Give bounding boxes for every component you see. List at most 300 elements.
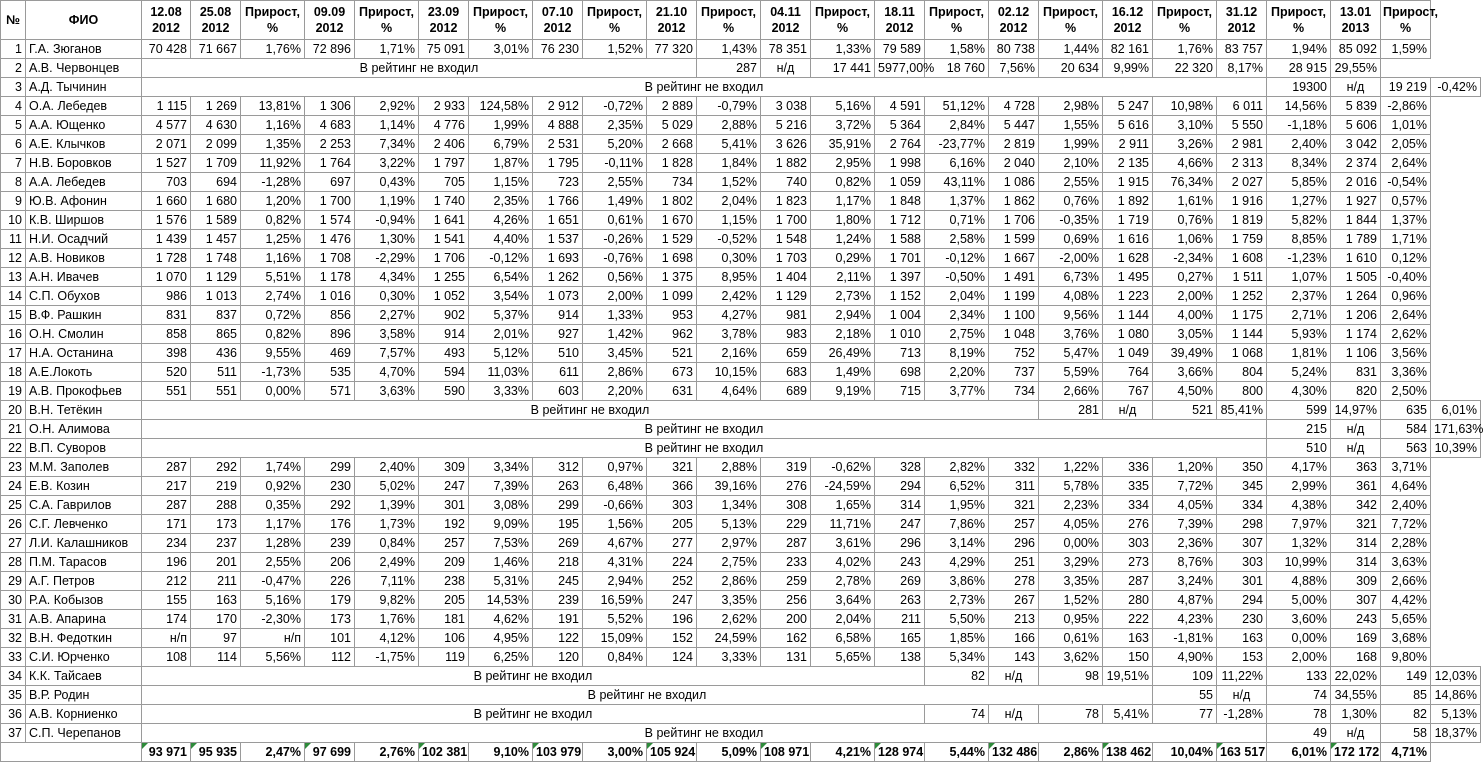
data-cell[interactable]: 1 670 <box>647 211 697 230</box>
data-cell[interactable]: 2,94% <box>811 306 875 325</box>
data-cell[interactable]: 962 <box>647 325 697 344</box>
data-cell[interactable]: 298 <box>1217 515 1267 534</box>
data-cell[interactable]: 218 <box>533 553 583 572</box>
data-cell[interactable]: 2 040 <box>989 154 1039 173</box>
data-cell[interactable]: 276 <box>1103 515 1153 534</box>
data-cell[interactable]: 287 <box>142 458 191 477</box>
data-cell[interactable]: 277 <box>647 534 697 553</box>
data-cell[interactable]: 114 <box>191 648 241 667</box>
data-cell[interactable]: 287 <box>1103 572 1153 591</box>
data-cell[interactable]: 734 <box>989 382 1039 401</box>
data-cell[interactable]: 8,76% <box>1153 553 1217 572</box>
data-cell[interactable]: 75 091 <box>419 40 469 59</box>
data-cell[interactable]: 4,64% <box>1381 477 1431 496</box>
data-cell[interactable]: 3,14% <box>925 534 989 553</box>
data-cell[interactable]: 1 700 <box>305 192 355 211</box>
data-cell[interactable]: 1,81% <box>1267 344 1331 363</box>
data-cell[interactable]: 350 <box>1217 458 1267 477</box>
data-cell[interactable]: 5 029 <box>647 116 697 135</box>
data-cell[interactable]: 1,80% <box>811 211 875 230</box>
data-cell[interactable]: 2,55% <box>583 173 647 192</box>
data-cell[interactable]: 109 <box>1153 667 1217 686</box>
data-cell[interactable]: 752 <box>989 344 1039 363</box>
data-cell[interactable]: 1 537 <box>533 230 583 249</box>
row-number-cell[interactable]: 16 <box>1 325 26 344</box>
name-cell[interactable]: Н.И. Осадчий <box>26 230 142 249</box>
row-number-cell[interactable]: 9 <box>1 192 26 211</box>
data-cell[interactable]: 19,51% <box>1103 667 1153 686</box>
data-cell[interactable]: 312 <box>533 458 583 477</box>
data-cell[interactable]: 1 152 <box>875 287 925 306</box>
data-cell[interactable]: 520 <box>142 363 191 382</box>
data-cell[interactable]: 363 <box>1331 458 1381 477</box>
data-cell[interactable]: 1,42% <box>583 325 647 344</box>
data-cell[interactable]: 3,35% <box>1039 572 1103 591</box>
data-cell[interactable]: 1 199 <box>989 287 1039 306</box>
data-cell[interactable]: 200 <box>761 610 811 629</box>
data-cell[interactable]: 366 <box>647 477 697 496</box>
data-cell[interactable]: 70 428 <box>142 40 191 59</box>
name-cell[interactable]: С.П. Черепанов <box>26 724 142 743</box>
data-cell[interactable]: 1 059 <box>875 173 925 192</box>
data-cell[interactable]: 22 320 <box>1153 59 1217 78</box>
total-cell[interactable]: 103 979 <box>533 743 583 762</box>
data-cell[interactable]: 1,27% <box>1267 192 1331 211</box>
row-number-cell[interactable]: 31 <box>1 610 26 629</box>
data-cell[interactable]: -0,40% <box>1381 268 1431 287</box>
data-cell[interactable]: 1 927 <box>1331 192 1381 211</box>
data-cell[interactable]: н/п <box>241 629 305 648</box>
data-cell[interactable]: 98 <box>1039 667 1103 686</box>
data-cell[interactable]: н/д <box>1103 401 1153 420</box>
data-cell[interactable]: 2,40% <box>355 458 419 477</box>
data-cell[interactable]: -1,81% <box>1153 629 1217 648</box>
data-cell[interactable]: 166 <box>989 629 1039 648</box>
name-cell[interactable]: С.И. Юрченко <box>26 648 142 667</box>
data-cell[interactable]: 1 709 <box>191 154 241 173</box>
data-cell[interactable]: 3 038 <box>761 97 811 116</box>
data-cell[interactable]: 1 052 <box>419 287 469 306</box>
row-number-cell[interactable]: 32 <box>1 629 26 648</box>
data-cell[interactable]: 4,08% <box>1039 287 1103 306</box>
data-cell[interactable]: 176 <box>305 515 355 534</box>
data-cell[interactable]: 10,99% <box>1267 553 1331 572</box>
data-cell[interactable]: 4 591 <box>875 97 925 116</box>
data-cell[interactable]: 49 <box>1267 724 1331 743</box>
data-cell[interactable]: 535 <box>305 363 355 382</box>
data-cell[interactable]: 4,66% <box>1153 154 1217 173</box>
data-cell[interactable]: 2 071 <box>142 135 191 154</box>
data-cell[interactable]: 149 <box>1381 667 1431 686</box>
data-cell[interactable]: 138 <box>875 648 925 667</box>
data-cell[interactable]: 1,34% <box>697 496 761 515</box>
data-cell[interactable]: 1 599 <box>989 230 1039 249</box>
data-cell[interactable]: 2,01% <box>469 325 533 344</box>
data-cell[interactable]: 1 660 <box>142 192 191 211</box>
data-cell[interactable]: 4,02% <box>811 553 875 572</box>
header-number[interactable] <box>1 1 26 40</box>
header-cell[interactable] <box>533 1 583 40</box>
data-cell[interactable]: 24,59% <box>697 629 761 648</box>
data-cell[interactable]: 173 <box>191 515 241 534</box>
data-cell[interactable]: 1 548 <box>761 230 811 249</box>
data-cell[interactable]: 17 441 <box>811 59 875 78</box>
data-cell[interactable]: 1,61% <box>1153 192 1217 211</box>
data-cell[interactable]: 11,92% <box>241 154 305 173</box>
data-cell[interactable]: 4,05% <box>1153 496 1217 515</box>
data-cell[interactable]: 1 828 <box>647 154 697 173</box>
data-cell[interactable]: 230 <box>1217 610 1267 629</box>
data-cell[interactable]: 238 <box>419 572 469 591</box>
data-cell[interactable]: -0,52% <box>697 230 761 249</box>
data-cell[interactable]: 2,35% <box>583 116 647 135</box>
data-cell[interactable]: 0,84% <box>355 534 419 553</box>
data-cell[interactable]: 1 862 <box>989 192 1039 211</box>
total-cell[interactable]: 163 517 <box>1217 743 1267 762</box>
row-number-cell[interactable]: 27 <box>1 534 26 553</box>
data-cell[interactable]: 2,00% <box>1267 648 1331 667</box>
data-cell[interactable]: 2 313 <box>1217 154 1267 173</box>
data-cell[interactable]: 2,94% <box>583 572 647 591</box>
data-cell[interactable]: 594 <box>419 363 469 382</box>
row-number-cell[interactable]: 25 <box>1 496 26 515</box>
data-cell[interactable]: 2 253 <box>305 135 355 154</box>
data-cell[interactable]: 34,55% <box>1331 686 1381 705</box>
name-cell[interactable]: К.К. Тайсаев <box>26 667 142 686</box>
data-cell[interactable]: 1,99% <box>1039 135 1103 154</box>
data-cell[interactable]: 2 531 <box>533 135 583 154</box>
data-cell[interactable]: 635 <box>1381 401 1431 420</box>
data-cell[interactable]: 1,85% <box>925 629 989 648</box>
data-cell[interactable]: 1,33% <box>583 306 647 325</box>
data-cell[interactable]: 6,58% <box>811 629 875 648</box>
data-cell[interactable]: 551 <box>142 382 191 401</box>
row-number-cell[interactable]: 1 <box>1 40 26 59</box>
data-cell[interactable]: 2,58% <box>925 230 989 249</box>
data-cell[interactable]: 2,11% <box>811 268 875 287</box>
data-cell[interactable]: 865 <box>191 325 241 344</box>
data-cell[interactable]: 4,23% <box>1153 610 1217 629</box>
data-cell[interactable]: 55 <box>1153 686 1217 705</box>
data-cell[interactable]: 0,30% <box>697 249 761 268</box>
data-cell[interactable]: 3,29% <box>1039 553 1103 572</box>
data-cell[interactable]: 170 <box>191 610 241 629</box>
data-cell[interactable]: 72 896 <box>305 40 355 59</box>
data-cell[interactable]: 1 206 <box>1331 306 1381 325</box>
data-cell[interactable]: н/д <box>1217 686 1267 705</box>
header-cell[interactable] <box>1153 1 1217 40</box>
data-cell[interactable]: 5,47% <box>1039 344 1103 363</box>
data-cell[interactable]: 1 693 <box>533 249 583 268</box>
data-cell[interactable]: 7,34% <box>355 135 419 154</box>
data-cell[interactable]: 3,33% <box>469 382 533 401</box>
data-cell[interactable]: 2 135 <box>1103 154 1153 173</box>
data-cell[interactable]: 1,46% <box>469 553 533 572</box>
data-cell[interactable]: 1 115 <box>142 97 191 116</box>
data-cell[interactable]: 1 106 <box>1331 344 1381 363</box>
data-cell[interactable]: 280 <box>1103 591 1153 610</box>
data-cell[interactable]: 342 <box>1331 496 1381 515</box>
data-cell[interactable]: 986 <box>142 287 191 306</box>
data-cell[interactable]: 1,39% <box>355 496 419 515</box>
data-cell[interactable]: 689 <box>761 382 811 401</box>
data-cell[interactable]: 5,51% <box>241 268 305 287</box>
data-cell[interactable]: 4,40% <box>469 230 533 249</box>
data-cell[interactable]: 273 <box>1103 553 1153 572</box>
name-cell[interactable]: А.Е.Локоть <box>26 363 142 382</box>
data-cell[interactable]: 5 606 <box>1331 116 1381 135</box>
data-cell[interactable]: 1,17% <box>811 192 875 211</box>
data-cell[interactable]: 3,72% <box>811 116 875 135</box>
data-cell[interactable]: 2,71% <box>1267 306 1331 325</box>
data-cell[interactable]: 1 915 <box>1103 173 1153 192</box>
data-cell[interactable]: 5,52% <box>583 610 647 629</box>
data-cell[interactable]: -1,28% <box>241 173 305 192</box>
data-cell[interactable]: 245 <box>533 572 583 591</box>
data-cell[interactable]: 79 589 <box>875 40 925 59</box>
data-cell[interactable]: 2,62% <box>1381 325 1431 344</box>
data-cell[interactable]: 191 <box>533 610 583 629</box>
data-cell[interactable]: 308 <box>761 496 811 515</box>
total-cell[interactable]: 108 971 <box>761 743 811 762</box>
total-cell[interactable]: 5,44% <box>925 743 989 762</box>
name-cell[interactable]: Г.А. Зюганов <box>26 40 142 59</box>
data-cell[interactable]: 1 223 <box>1103 287 1153 306</box>
data-cell[interactable]: 697 <box>305 173 355 192</box>
data-cell[interactable]: 1 013 <box>191 287 241 306</box>
not-in-rating-cell[interactable]: В рейтинг не входил <box>142 724 1267 743</box>
data-cell[interactable]: 5,16% <box>241 591 305 610</box>
data-cell[interactable]: 39,49% <box>1153 344 1217 363</box>
data-cell[interactable]: 551 <box>191 382 241 401</box>
data-cell[interactable]: 281 <box>1039 401 1103 420</box>
total-cell[interactable]: 9,10% <box>469 743 533 762</box>
data-cell[interactable]: 124,58% <box>469 97 533 116</box>
data-cell[interactable]: 436 <box>191 344 241 363</box>
header-cell[interactable] <box>1267 1 1331 40</box>
name-cell[interactable]: Ю.В. Афонин <box>26 192 142 211</box>
row-number-cell[interactable]: 8 <box>1 173 26 192</box>
data-cell[interactable]: 1,55% <box>1039 116 1103 135</box>
row-number-cell[interactable]: 18 <box>1 363 26 382</box>
header-cell[interactable] <box>811 1 875 40</box>
data-cell[interactable]: 3,22% <box>355 154 419 173</box>
data-cell[interactable]: 78 351 <box>761 40 811 59</box>
data-cell[interactable]: -1,18% <box>1267 116 1331 135</box>
data-cell[interactable]: 1,33% <box>811 40 875 59</box>
data-cell[interactable]: 97 <box>191 629 241 648</box>
data-cell[interactable]: 20 634 <box>1039 59 1103 78</box>
data-cell[interactable]: 767 <box>1103 382 1153 401</box>
data-cell[interactable]: 1 048 <box>989 325 1039 344</box>
data-cell[interactable]: 611 <box>533 363 583 382</box>
data-cell[interactable]: 2 764 <box>875 135 925 154</box>
data-cell[interactable]: 1 010 <box>875 325 925 344</box>
data-cell[interactable]: 0,12% <box>1381 249 1431 268</box>
data-cell[interactable]: 0,76% <box>1153 211 1217 230</box>
data-cell[interactable]: 131 <box>761 648 811 667</box>
data-cell[interactable]: -0,26% <box>583 230 647 249</box>
data-cell[interactable]: 1,32% <box>1267 534 1331 553</box>
data-cell[interactable]: 247 <box>647 591 697 610</box>
data-cell[interactable]: 5,78% <box>1039 477 1103 496</box>
data-cell[interactable]: 2,88% <box>697 458 761 477</box>
row-number-cell[interactable]: 5 <box>1 116 26 135</box>
data-cell[interactable]: -0,35% <box>1039 211 1103 230</box>
data-cell[interactable]: 294 <box>875 477 925 496</box>
name-cell[interactable]: Л.И. Калашников <box>26 534 142 553</box>
data-cell[interactable]: 1 797 <box>419 154 469 173</box>
data-cell[interactable]: 2,34% <box>925 306 989 325</box>
row-number-cell[interactable]: 37 <box>1 724 26 743</box>
data-cell[interactable]: 820 <box>1331 382 1381 401</box>
data-cell[interactable]: 764 <box>1103 363 1153 382</box>
data-cell[interactable]: 469 <box>305 344 355 363</box>
header-cell[interactable] <box>142 1 191 40</box>
data-cell[interactable]: 896 <box>305 325 355 344</box>
name-cell[interactable]: О.А. Лебедев <box>26 97 142 116</box>
data-cell[interactable]: 165 <box>875 629 925 648</box>
data-cell[interactable]: 269 <box>533 534 583 553</box>
data-cell[interactable]: 1,16% <box>241 249 305 268</box>
data-cell[interactable]: 3,62% <box>1039 648 1103 667</box>
data-cell[interactable]: 2,82% <box>925 458 989 477</box>
data-cell[interactable]: н/д <box>989 705 1039 724</box>
data-cell[interactable]: 213 <box>989 610 1039 629</box>
data-cell[interactable]: 0,72% <box>241 306 305 325</box>
data-cell[interactable]: 493 <box>419 344 469 363</box>
data-cell[interactable]: н/д <box>1331 439 1381 458</box>
data-cell[interactable]: 247 <box>875 515 925 534</box>
data-cell[interactable]: 328 <box>875 458 925 477</box>
data-cell[interactable]: 303 <box>647 496 697 515</box>
data-cell[interactable]: 307 <box>1331 591 1381 610</box>
data-cell[interactable]: 1 505 <box>1331 268 1381 287</box>
data-cell[interactable]: 0,82% <box>241 325 305 344</box>
name-cell[interactable]: С.П. Обухов <box>26 287 142 306</box>
name-cell[interactable]: А.Г. Петров <box>26 572 142 591</box>
data-cell[interactable]: 205 <box>419 591 469 610</box>
data-cell[interactable]: 5 216 <box>761 116 811 135</box>
data-cell[interactable]: 3,71% <box>1381 458 1431 477</box>
data-cell[interactable]: 1 628 <box>1103 249 1153 268</box>
data-cell[interactable]: 2 099 <box>191 135 241 154</box>
data-cell[interactable]: 0,43% <box>355 173 419 192</box>
row-number-cell[interactable]: 13 <box>1 268 26 287</box>
data-cell[interactable]: 1,52% <box>697 173 761 192</box>
header-cell[interactable] <box>1039 1 1103 40</box>
data-cell[interactable]: 22,02% <box>1331 667 1381 686</box>
data-cell[interactable]: 321 <box>647 458 697 477</box>
data-cell[interactable]: 0,27% <box>1153 268 1217 287</box>
data-cell[interactable]: 14,97% <box>1331 401 1381 420</box>
total-cell[interactable]: 172 172 <box>1331 743 1381 762</box>
data-cell[interactable]: 4,42% <box>1381 591 1431 610</box>
data-cell[interactable]: 201 <box>191 553 241 572</box>
name-cell[interactable]: М.М. Заполев <box>26 458 142 477</box>
data-cell[interactable]: 1 511 <box>1217 268 1267 287</box>
data-cell[interactable]: 171,63% <box>1431 420 1481 439</box>
data-cell[interactable]: 1 004 <box>875 306 925 325</box>
header-cell[interactable] <box>419 1 469 40</box>
not-in-rating-cell[interactable]: В рейтинг не входил <box>142 78 1267 97</box>
data-cell[interactable]: 205 <box>647 515 697 534</box>
data-cell[interactable]: 1 491 <box>989 268 1039 287</box>
data-cell[interactable]: 35,91% <box>811 135 875 154</box>
data-cell[interactable]: 1,58% <box>925 40 989 59</box>
data-cell[interactable]: 1 068 <box>1217 344 1267 363</box>
data-cell[interactable]: 4,95% <box>469 629 533 648</box>
row-number-cell[interactable]: 17 <box>1 344 26 363</box>
data-cell[interactable]: 2,35% <box>469 192 533 211</box>
data-cell[interactable]: 1 706 <box>419 249 469 268</box>
data-cell[interactable]: 119 <box>419 648 469 667</box>
data-cell[interactable]: 169 <box>1331 629 1381 648</box>
data-cell[interactable]: 1,28% <box>241 534 305 553</box>
data-cell[interactable]: 858 <box>142 325 191 344</box>
data-cell[interactable]: -2,34% <box>1153 249 1217 268</box>
data-cell[interactable]: 7,86% <box>925 515 989 534</box>
data-cell[interactable]: 196 <box>647 610 697 629</box>
not-in-rating-cell[interactable]: В рейтинг не входил <box>142 439 1267 458</box>
data-cell[interactable]: 0,97% <box>583 458 647 477</box>
data-cell[interactable]: 11,03% <box>469 363 533 382</box>
data-cell[interactable]: 737 <box>989 363 1039 382</box>
data-cell[interactable]: 3,36% <box>1381 363 1431 382</box>
data-cell[interactable]: 77 320 <box>647 40 697 59</box>
data-cell[interactable]: 39,16% <box>697 477 761 496</box>
data-cell[interactable]: 243 <box>875 553 925 572</box>
data-cell[interactable]: 2 668 <box>647 135 697 154</box>
total-cell[interactable]: 97 699 <box>305 743 355 762</box>
header-cell[interactable] <box>989 1 1039 40</box>
data-cell[interactable]: 3,60% <box>1267 610 1331 629</box>
data-cell[interactable]: 2,18% <box>811 325 875 344</box>
name-cell[interactable]: Н.В. Боровков <box>26 154 142 173</box>
data-cell[interactable]: 58 <box>1381 724 1431 743</box>
data-cell[interactable]: 296 <box>989 534 1039 553</box>
data-cell[interactable]: 112 <box>305 648 355 667</box>
data-cell[interactable]: 307 <box>1217 534 1267 553</box>
data-cell[interactable]: -2,29% <box>355 249 419 268</box>
data-cell[interactable]: 1 680 <box>191 192 241 211</box>
data-cell[interactable]: 7,39% <box>1153 515 1217 534</box>
row-number-cell[interactable]: 14 <box>1 287 26 306</box>
data-cell[interactable]: 1 703 <box>761 249 811 268</box>
data-cell[interactable]: 584 <box>1381 420 1431 439</box>
data-cell[interactable]: 4,27% <box>697 306 761 325</box>
data-cell[interactable]: 914 <box>533 306 583 325</box>
data-cell[interactable]: 713 <box>875 344 925 363</box>
header-cell[interactable] <box>1381 1 1439 40</box>
data-cell[interactable]: 4,00% <box>1153 306 1217 325</box>
data-cell[interactable]: 3,54% <box>469 287 533 306</box>
data-cell[interactable]: 1,14% <box>355 116 419 135</box>
data-cell[interactable]: 233 <box>761 553 811 572</box>
data-cell[interactable]: 1,74% <box>241 458 305 477</box>
data-cell[interactable]: 2,04% <box>925 287 989 306</box>
not-in-rating-cell[interactable]: В рейтинг не входил <box>142 705 925 724</box>
data-cell[interactable]: 0,57% <box>1381 192 1431 211</box>
data-cell[interactable]: -0,94% <box>355 211 419 230</box>
data-cell[interactable]: 0,61% <box>583 211 647 230</box>
data-cell[interactable]: 2,20% <box>583 382 647 401</box>
data-cell[interactable]: 0,00% <box>241 382 305 401</box>
data-cell[interactable]: 229 <box>761 515 811 534</box>
data-cell[interactable]: 1,94% <box>1267 40 1331 59</box>
data-cell[interactable]: 510 <box>1267 439 1331 458</box>
data-cell[interactable]: 1 823 <box>761 192 811 211</box>
